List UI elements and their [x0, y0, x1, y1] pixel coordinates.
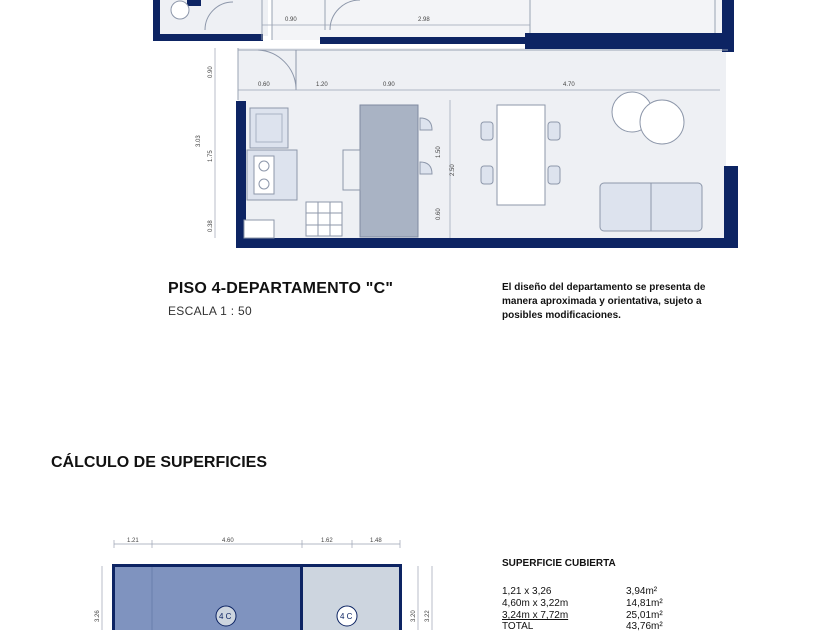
cooktop-icon [306, 202, 342, 236]
sink-icon [254, 156, 274, 194]
side-table-2 [640, 100, 684, 144]
dim-inner-2: 2.50 [450, 164, 456, 176]
dim-row-3: 0.90 [383, 82, 395, 88]
row-area: 14,81m² [626, 598, 663, 609]
surf-dim-2: 4.60 [222, 538, 234, 544]
dim-left-4: 0.38 [208, 220, 214, 232]
note-line-3: posibles modificaciones. [502, 310, 621, 321]
row-area: 3,94m² [626, 586, 658, 597]
area-block-blue [114, 566, 302, 630]
calc-title: CÁLCULO DE SUPERFICIES [51, 454, 268, 471]
surf-dim-side-1: 3.26 [95, 610, 101, 622]
kitchen-island [360, 105, 418, 237]
surface-table-title: SUPERFICIE CUBIERTA [502, 558, 616, 569]
row-dims: 1,21 x 3,26 [502, 586, 552, 597]
dim-inner-3: 0.60 [436, 208, 442, 220]
surf-dim-side-2: 3.20 [411, 610, 417, 622]
storage-box [244, 220, 274, 238]
surf-dim-4: 1.48 [370, 538, 382, 544]
row-total-label: TOTAL [502, 621, 534, 632]
row-dims: 4,60m x 3,22m [502, 598, 569, 609]
dim-row-2: 1.20 [316, 82, 328, 88]
toilet-icon [171, 1, 189, 19]
row-dims: 3,24m x 7,72m [502, 610, 569, 621]
note-line-1: El diseño del departamento se presenta de [502, 282, 706, 293]
page-title: PISO 4-DEPARTAMENTO "C" [168, 280, 394, 297]
surf-dim-3: 1.62 [321, 538, 333, 544]
row-area: 25,01m² [626, 610, 663, 621]
dim-left-3: 1.75 [208, 150, 214, 162]
scale-label: ESCALA 1 : 50 [168, 304, 252, 318]
dining-table [497, 105, 545, 205]
dim-left-2: 3.03 [196, 135, 202, 147]
dim-top-2: 2.98 [418, 17, 430, 23]
dim-inner-1: 1.50 [436, 146, 442, 158]
surf-dim-1: 1.21 [127, 538, 139, 544]
dim-top-1: 0.90 [285, 17, 297, 23]
floor-plan [0, 0, 840, 260]
dim-row-4: 4.70 [563, 82, 575, 88]
note-line-2: manera aproximada y orientativa, sujeto a [502, 296, 702, 307]
surface-plan [0, 530, 460, 630]
disclaimer-note [502, 281, 752, 323]
unit-label-2: 4 C [340, 612, 353, 621]
unit-label-1: 4 C [219, 612, 232, 621]
dim-row-1: 0.60 [258, 82, 270, 88]
row-total-area: 43,76m² [626, 621, 663, 632]
dim-left-1: 0.90 [208, 66, 214, 78]
surf-dim-side-3: 3.22 [425, 610, 431, 622]
